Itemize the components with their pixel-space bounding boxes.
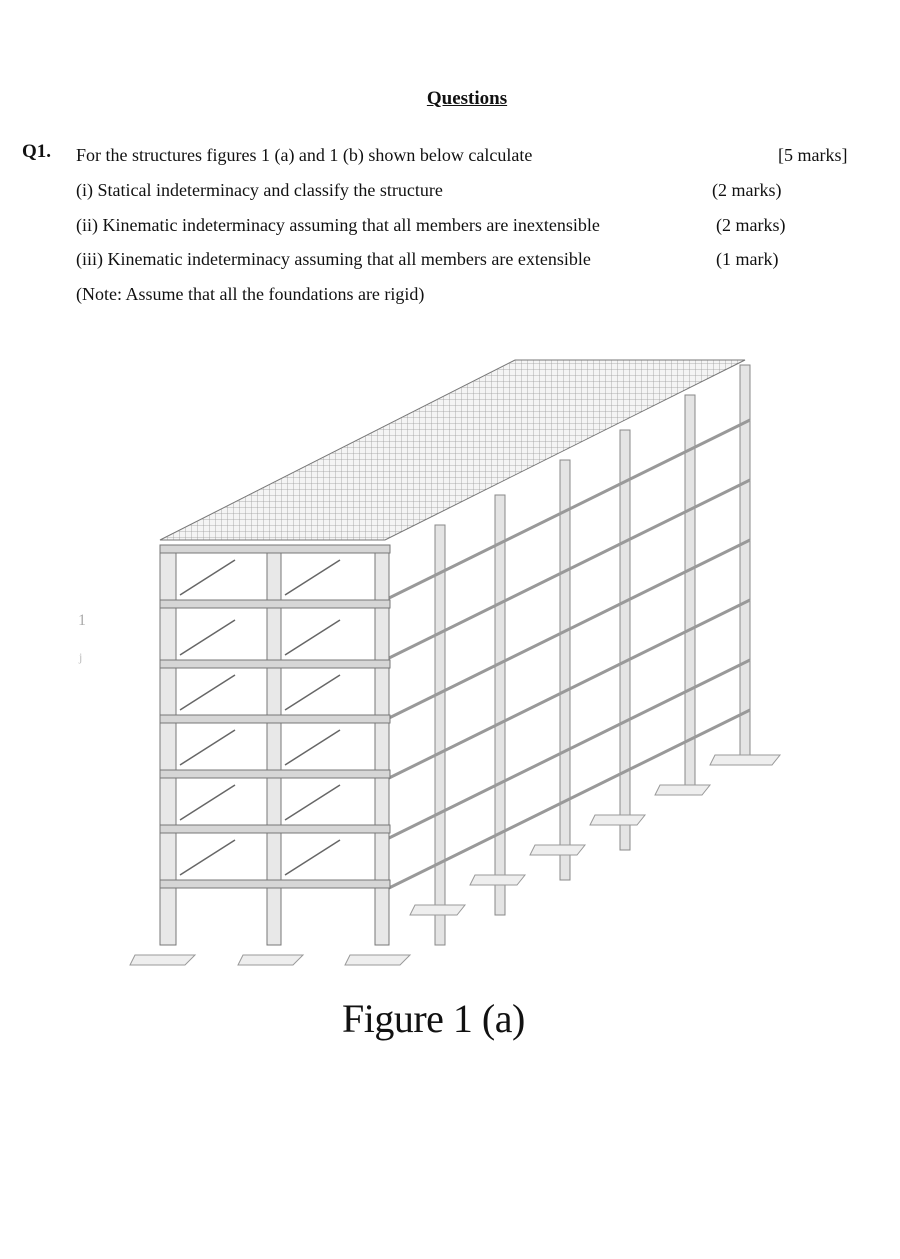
note-text: (Note: Assume that all the foundations are rigid) bbox=[76, 284, 425, 304]
figure-caption: Figure 1 (a) bbox=[342, 996, 525, 1041]
part-i-text: (i) Statical indeterminacy and classify the structure bbox=[76, 180, 443, 200]
part-i-marks: (2 marks) bbox=[712, 180, 782, 200]
part-iii-text: (iii) Kinematic indeterminacy assuming that all members are extensible bbox=[76, 249, 591, 269]
total-marks: [5 marks] bbox=[778, 145, 848, 165]
stray-mark: j bbox=[79, 650, 83, 664]
roof-slab bbox=[160, 360, 745, 540]
building-frame-figure bbox=[95, 345, 795, 985]
part-iii-marks: (1 mark) bbox=[716, 249, 779, 269]
part-ii-text: (ii) Kinematic indeterminacy assuming that all members are inextensible bbox=[76, 215, 600, 235]
stray-mark: 1 bbox=[78, 612, 86, 629]
footings bbox=[130, 755, 780, 965]
page-heading: Questions bbox=[426, 88, 508, 109]
question-number: Q1. bbox=[22, 141, 52, 162]
part-ii-marks: (2 marks) bbox=[716, 215, 786, 235]
question-intro: For the structures figures 1 (a) and 1 (b) shown below calculate bbox=[76, 145, 533, 165]
